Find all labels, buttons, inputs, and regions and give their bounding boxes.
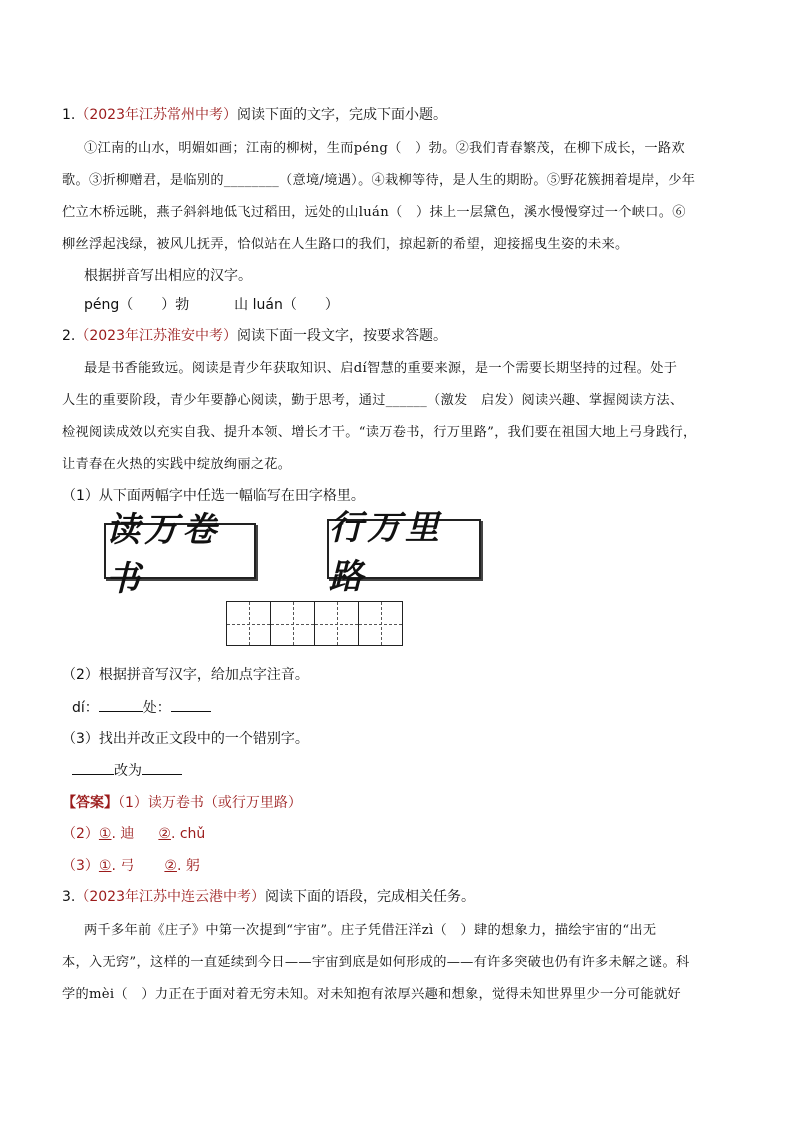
q3-prompt: 阅读下面的语段，完成相关任务。 bbox=[265, 889, 475, 905]
q2-sub2-answer-line bbox=[72, 697, 211, 717]
tianzige-cell[interactable] bbox=[358, 601, 403, 646]
q2-source: （2023年江苏淮安中考） bbox=[75, 328, 237, 344]
q1-passage-line: 伫立木桥远眺，燕子斜斜地低飞过稻田，远处的山luán（ ）抹上一层黛色，溪水慢慢穿过一个峡口。⑥ bbox=[62, 205, 686, 220]
q2-sub3-mid: 改为 bbox=[114, 763, 142, 779]
q2-header bbox=[62, 325, 447, 345]
answer-3-b-num: ② bbox=[164, 858, 177, 874]
q2-passage-line: 检视阅读成效以充实自我、提升本领、增长才干。“读万卷书，行万里路”，我们要在祖国大地上弓身践行， bbox=[62, 425, 697, 440]
tianzige-cell[interactable] bbox=[226, 601, 271, 646]
q1-passage-line: 歌。③折柳赠君，是临别的________（意境/境遇）。④栽柳等待，是人生的期盼。⑤野花簇拥着堤岸，少年 bbox=[62, 173, 696, 188]
answer-2-prefix: （2） bbox=[62, 826, 99, 842]
q1-passage-line: 柳丝浮起浅绿，被风儿抚弄，恰似站在人生路口的我们，掠起新的希望，迎接摇曳生姿的未来。 bbox=[62, 237, 629, 252]
calligraphy-sample-1: 读万卷书 bbox=[104, 523, 256, 579]
blank-correct-char[interactable] bbox=[142, 760, 182, 775]
q1-header bbox=[62, 104, 447, 124]
q1-source: （2023年江苏常州中考） bbox=[75, 107, 237, 123]
answer-3-prefix: （3） bbox=[62, 858, 99, 874]
answer-3-a-num: ① bbox=[98, 858, 112, 874]
q1-answer-b: 山 luán（ ） bbox=[234, 297, 339, 313]
blank-di[interactable] bbox=[99, 697, 143, 712]
blank-wrong-char[interactable] bbox=[72, 760, 114, 775]
tianzige-cell[interactable] bbox=[270, 601, 315, 646]
q1-answer-a: péng（ ）勃 bbox=[84, 297, 190, 313]
blank-chu[interactable] bbox=[171, 697, 211, 712]
answer-2-a-num: ① bbox=[98, 826, 112, 842]
q1-passage-line: ①江南的山水，明媚如画；江南的柳树，生而péng（ ）勃。②我们青春繁茂，在柳下成长，一路欢 bbox=[84, 141, 685, 156]
answer-2-b: . chǔ bbox=[170, 826, 206, 842]
q3-passage-line: 两千多年前《庄子》中第一次提到“宇宙”。庄子凭借汪洋zì（ ）肆的想象力，描绘宇宙的“出无 bbox=[84, 923, 657, 938]
q2-answer-1 bbox=[62, 792, 302, 812]
q2-answer-2 bbox=[62, 823, 205, 843]
q1-answer-line bbox=[84, 294, 339, 314]
q2-answer-3 bbox=[62, 855, 200, 875]
q2-passage-line: 最是书香能致远。阅读是青少年获取知识、启dí智慧的重要来源，是一个需要长期坚持的过程。处于 bbox=[84, 361, 678, 376]
tianzige-grid[interactable] bbox=[226, 601, 403, 646]
q2-number: 2. bbox=[62, 328, 76, 344]
q3-passage-line: 本，入无窍”，这样的一直延续到今日——宇宙到底是如何形成的——有许多突破也仍有许多未解之谜。科 bbox=[62, 955, 690, 970]
q2-prompt: 阅读下面一段文字，按要求答题。 bbox=[237, 328, 447, 344]
q1-number: 1. bbox=[62, 107, 76, 123]
q3-passage-line: 学的mèi（ ）力正在于面对着无穷未知。对未知抱有浓厚兴趣和想象，觉得未知世界里少一分可能就好 bbox=[62, 987, 681, 1002]
q2-sub2-a-label: dí： bbox=[72, 700, 99, 716]
q2-passage-line: 让青春在火热的实践中绽放绚丽之花。 bbox=[62, 457, 292, 472]
q3-source: （2023年江苏中连云港中考） bbox=[75, 889, 265, 905]
answer-1-text: （1）读万卷书（或行万里路） bbox=[118, 795, 302, 811]
q2-passage-line: 人生的重要阶段，青少年要静心阅读，勤于思考，通过______（激发 启发）阅读兴趣、掌握阅读方法、 bbox=[62, 393, 684, 408]
q1-task: 根据拼音写出相应的汉字。 bbox=[84, 268, 252, 284]
q2-sub3-answer-line bbox=[72, 760, 182, 780]
q2-sub3: （3）找出并改正文段中的一个错别字。 bbox=[62, 731, 309, 747]
answer-2-b-num: ② bbox=[158, 826, 171, 842]
tianzige-cell[interactable] bbox=[314, 601, 359, 646]
answer-3-a: . 弓 bbox=[111, 858, 135, 874]
answer-tag: 【答案】 bbox=[62, 795, 118, 811]
q2-sub2-b-label: 处： bbox=[142, 700, 171, 716]
answer-3-b: . 躬 bbox=[176, 858, 200, 874]
q3-number: 3. bbox=[62, 889, 76, 905]
calligraphy-sample-2: 行万里路 bbox=[327, 519, 481, 579]
q1-prompt: 阅读下面的文字，完成下面小题。 bbox=[237, 107, 447, 123]
q3-header bbox=[62, 886, 475, 906]
answer-2-a: . 迪 bbox=[111, 826, 135, 842]
q2-sub1: （1）从下面两幅字中任选一幅临写在田字格里。 bbox=[62, 488, 365, 504]
q2-sub2: （2）根据拼音写汉字，给加点字注音。 bbox=[62, 667, 309, 683]
